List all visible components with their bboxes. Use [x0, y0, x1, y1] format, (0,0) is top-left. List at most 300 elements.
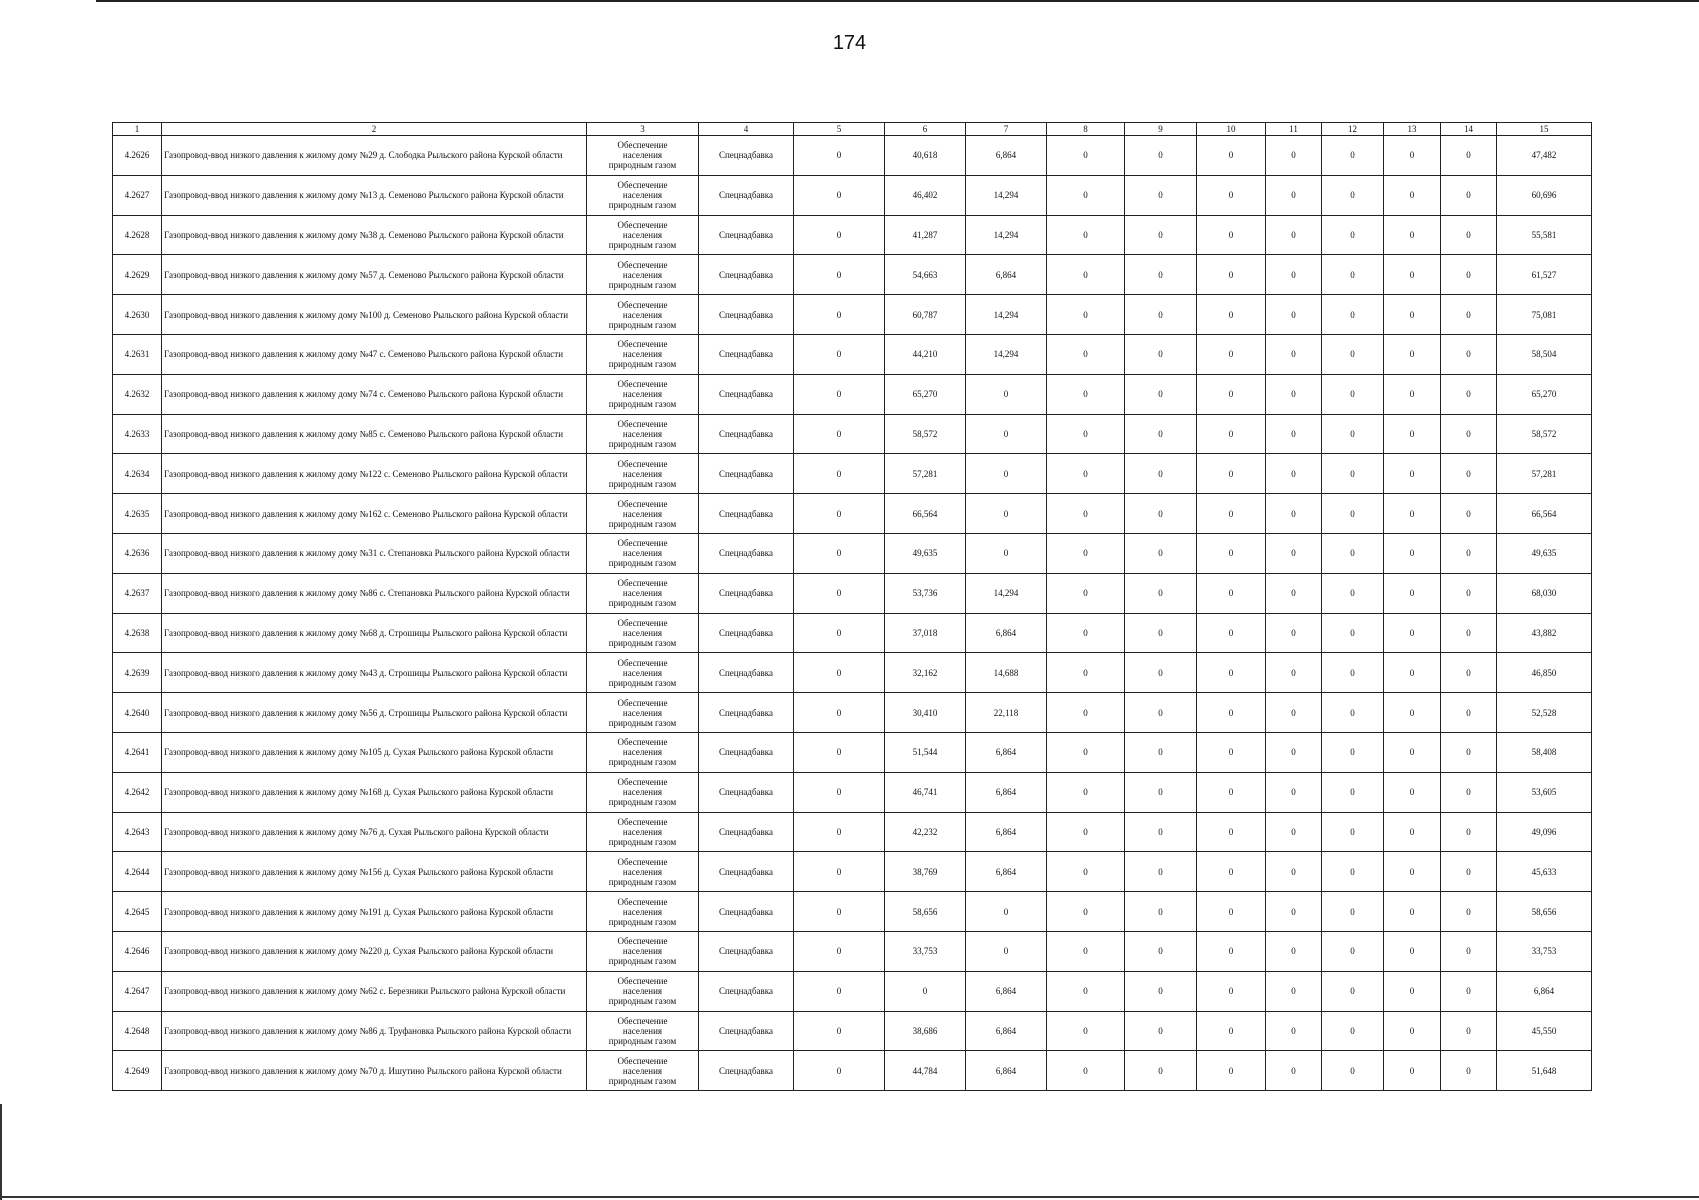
- table-row: [113, 732, 1592, 772]
- purpose-line: природным газом: [608, 359, 677, 370]
- value-cell-c14: 0: [1441, 852, 1497, 892]
- funding-source-cell: Спецнадбавка: [699, 812, 794, 852]
- value-cell-c6: 38,686: [885, 1011, 966, 1051]
- value-cell-c15: 55,581: [1497, 215, 1592, 255]
- purpose-line: населения: [622, 588, 663, 599]
- purpose-cell: [587, 494, 699, 534]
- value-cell-c13: 0: [1384, 533, 1441, 573]
- value-cell-c15: 75,081: [1497, 295, 1592, 335]
- funding-source-cell: Спецнадбавка: [699, 414, 794, 454]
- value-cell-c13: 0: [1384, 175, 1441, 215]
- table-row: [113, 136, 1592, 176]
- value-cell-c12: 0: [1322, 573, 1384, 613]
- row-id-cell: 4.2631: [113, 334, 162, 374]
- value-cell-c10: 0: [1197, 414, 1266, 454]
- row-id-cell: 4.2633: [113, 414, 162, 454]
- purpose-line: природным газом: [608, 956, 677, 967]
- value-cell-c10: 0: [1197, 812, 1266, 852]
- funding-source-cell: Спецнадбавка: [699, 494, 794, 534]
- value-cell-c5: 0: [794, 931, 885, 971]
- value-cell-c8: 0: [1047, 175, 1125, 215]
- purpose-line: населения: [622, 150, 663, 161]
- value-cell-c13: 0: [1384, 414, 1441, 454]
- value-cell-c5: 0: [794, 533, 885, 573]
- row-id-cell: 4.2628: [113, 215, 162, 255]
- value-cell-c11: 0: [1266, 971, 1322, 1011]
- funding-source-cell: Спецнадбавка: [699, 295, 794, 335]
- value-cell-c7: 0: [966, 533, 1047, 573]
- value-cell-c15: 66,564: [1497, 494, 1592, 534]
- purpose-line: природным газом: [608, 1035, 677, 1046]
- purpose-line: природным газом: [608, 160, 677, 171]
- value-cell-c5: 0: [794, 653, 885, 693]
- purpose-line: Обеспечение: [617, 538, 668, 549]
- value-cell-c13: 0: [1384, 374, 1441, 414]
- object-name-cell: Газопровод-ввод низкого давления к жилому дому №100 д. Семеново Рыльского района Курской области: [162, 295, 587, 335]
- value-cell-c5: 0: [794, 334, 885, 374]
- value-cell-c15: 52,528: [1497, 693, 1592, 733]
- purpose-line: населения: [622, 986, 663, 997]
- value-cell-c14: 0: [1441, 533, 1497, 573]
- funding-source-cell: Спецнадбавка: [699, 772, 794, 812]
- funding-source-cell: Спецнадбавка: [699, 215, 794, 255]
- value-cell-c12: 0: [1322, 852, 1384, 892]
- value-cell-c13: 0: [1384, 255, 1441, 295]
- value-cell-c12: 0: [1322, 374, 1384, 414]
- value-cell-c13: 0: [1384, 454, 1441, 494]
- value-cell-c15: 58,656: [1497, 892, 1592, 932]
- value-cell-c12: 0: [1322, 772, 1384, 812]
- value-cell-c14: 0: [1441, 175, 1497, 215]
- value-cell-c13: 0: [1384, 494, 1441, 534]
- value-cell-c9: 0: [1125, 732, 1197, 772]
- value-cell-c10: 0: [1197, 295, 1266, 335]
- row-id-cell: 4.2627: [113, 175, 162, 215]
- value-cell-c15: 65,270: [1497, 374, 1592, 414]
- object-name-cell: Газопровод-ввод низкого давления к жилому дому №74 с. Семеново Рыльского района Курской области: [162, 374, 587, 414]
- value-cell-c15: 45,550: [1497, 1011, 1592, 1051]
- value-cell-c9: 0: [1125, 136, 1197, 176]
- value-cell-c9: 0: [1125, 653, 1197, 693]
- value-cell-c10: 0: [1197, 255, 1266, 295]
- purpose-line: Обеспечение: [617, 418, 668, 429]
- object-name-cell: Газопровод-ввод низкого давления к жилому дому №29 д. Слободка Рыльского района Курской области: [162, 136, 587, 176]
- purpose-cell: [587, 931, 699, 971]
- table-row: [113, 812, 1592, 852]
- value-cell-c14: 0: [1441, 414, 1497, 454]
- value-cell-c6: 44,210: [885, 334, 966, 374]
- funding-source-cell: Спецнадбавка: [699, 892, 794, 932]
- funding-source-cell: Спецнадбавка: [699, 693, 794, 733]
- purpose-line: Обеспечение: [617, 498, 668, 509]
- col-header: 7: [966, 123, 1047, 136]
- row-id-cell: 4.2637: [113, 573, 162, 613]
- row-id-cell: 4.2648: [113, 1011, 162, 1051]
- purpose-cell: [587, 175, 699, 215]
- value-cell-c10: 0: [1197, 931, 1266, 971]
- value-cell-c7: 0: [966, 494, 1047, 534]
- value-cell-c6: 41,287: [885, 215, 966, 255]
- value-cell-c15: 49,635: [1497, 533, 1592, 573]
- value-cell-c5: 0: [794, 454, 885, 494]
- purpose-cell: [587, 852, 699, 892]
- value-cell-c10: 0: [1197, 1051, 1266, 1091]
- value-cell-c15: 53,605: [1497, 772, 1592, 812]
- value-cell-c9: 0: [1125, 414, 1197, 454]
- col-header: 14: [1441, 123, 1497, 136]
- value-cell-c6: 37,018: [885, 613, 966, 653]
- value-cell-c7: 6,864: [966, 852, 1047, 892]
- value-cell-c14: 0: [1441, 573, 1497, 613]
- funding-source-cell: Спецнадбавка: [699, 255, 794, 295]
- value-cell-c12: 0: [1322, 1011, 1384, 1051]
- value-cell-c5: 0: [794, 1011, 885, 1051]
- purpose-line: природным газом: [608, 478, 677, 489]
- value-cell-c8: 0: [1047, 454, 1125, 494]
- table-row: [113, 613, 1592, 653]
- purpose-line: Обеспечение: [617, 697, 668, 708]
- value-cell-c11: 0: [1266, 1051, 1322, 1091]
- value-cell-c9: 0: [1125, 334, 1197, 374]
- purpose-cell: [587, 613, 699, 653]
- value-cell-c9: 0: [1125, 892, 1197, 932]
- value-cell-c10: 0: [1197, 653, 1266, 693]
- col-header: 2: [162, 123, 587, 136]
- value-cell-c9: 0: [1125, 852, 1197, 892]
- value-cell-c8: 0: [1047, 533, 1125, 573]
- purpose-line: природным газом: [608, 836, 677, 847]
- value-cell-c5: 0: [794, 892, 885, 932]
- purpose-cell: [587, 295, 699, 335]
- purpose-line: природным газом: [608, 996, 677, 1007]
- purpose-line: населения: [622, 349, 663, 360]
- value-cell-c5: 0: [794, 175, 885, 215]
- value-cell-c6: 40,618: [885, 136, 966, 176]
- value-cell-c14: 0: [1441, 295, 1497, 335]
- purpose-line: населения: [622, 1065, 663, 1076]
- value-cell-c12: 0: [1322, 136, 1384, 176]
- value-cell-c10: 0: [1197, 772, 1266, 812]
- value-cell-c13: 0: [1384, 295, 1441, 335]
- object-name-cell: Газопровод-ввод низкого давления к жилому дому №85 с. Семеново Рыльского района Курской области: [162, 414, 587, 454]
- value-cell-c6: 65,270: [885, 374, 966, 414]
- value-cell-c11: 0: [1266, 693, 1322, 733]
- funding-source-cell: Спецнадбавка: [699, 573, 794, 613]
- value-cell-c8: 0: [1047, 295, 1125, 335]
- value-cell-c12: 0: [1322, 971, 1384, 1011]
- value-cell-c12: 0: [1322, 414, 1384, 454]
- row-id-cell: 4.2634: [113, 454, 162, 494]
- row-id-cell: 4.2644: [113, 852, 162, 892]
- col-header: 8: [1047, 123, 1125, 136]
- value-cell-c13: 0: [1384, 334, 1441, 374]
- value-cell-c9: 0: [1125, 772, 1197, 812]
- value-cell-c14: 0: [1441, 693, 1497, 733]
- value-cell-c5: 0: [794, 573, 885, 613]
- purpose-cell: [587, 812, 699, 852]
- purpose-line: населения: [622, 468, 663, 479]
- purpose-line: населения: [622, 747, 663, 758]
- value-cell-c7: 6,864: [966, 613, 1047, 653]
- value-cell-c11: 0: [1266, 414, 1322, 454]
- value-cell-c14: 0: [1441, 374, 1497, 414]
- value-cell-c15: 46,850: [1497, 653, 1592, 693]
- value-cell-c11: 0: [1266, 852, 1322, 892]
- top-border-line: [96, 0, 1699, 2]
- value-cell-c6: 60,787: [885, 295, 966, 335]
- purpose-cell: [587, 454, 699, 494]
- funding-source-cell: Спецнадбавка: [699, 1011, 794, 1051]
- purpose-line: Обеспечение: [617, 936, 668, 947]
- value-cell-c8: 0: [1047, 613, 1125, 653]
- purpose-line: Обеспечение: [617, 259, 668, 270]
- value-cell-c7: 0: [966, 414, 1047, 454]
- funding-source-cell: Спецнадбавка: [699, 613, 794, 653]
- value-cell-c11: 0: [1266, 1011, 1322, 1051]
- value-cell-c10: 0: [1197, 454, 1266, 494]
- value-cell-c5: 0: [794, 772, 885, 812]
- value-cell-c10: 0: [1197, 852, 1266, 892]
- purpose-line: природным газом: [608, 239, 677, 250]
- purpose-cell: [587, 136, 699, 176]
- funding-source-cell: Спецнадбавка: [699, 653, 794, 693]
- value-cell-c13: 0: [1384, 136, 1441, 176]
- value-cell-c14: 0: [1441, 732, 1497, 772]
- purpose-line: населения: [622, 389, 663, 400]
- value-cell-c14: 0: [1441, 653, 1497, 693]
- purpose-line: Обеспечение: [617, 617, 668, 628]
- value-cell-c5: 0: [794, 414, 885, 454]
- object-name-cell: Газопровод-ввод низкого давления к жилому дому №70 д. Ишутино Рыльского района Курской области: [162, 1051, 587, 1091]
- value-cell-c9: 0: [1125, 255, 1197, 295]
- purpose-line: природным газом: [608, 876, 677, 887]
- value-cell-c5: 0: [794, 971, 885, 1011]
- purpose-line: Обеспечение: [617, 1015, 668, 1026]
- value-cell-c7: 6,864: [966, 812, 1047, 852]
- value-cell-c5: 0: [794, 812, 885, 852]
- value-cell-c9: 0: [1125, 613, 1197, 653]
- value-cell-c8: 0: [1047, 772, 1125, 812]
- page-number: 174: [832, 32, 867, 54]
- col-header: 6: [885, 123, 966, 136]
- table-row: [113, 295, 1592, 335]
- col-header: 3: [587, 123, 699, 136]
- value-cell-c9: 0: [1125, 175, 1197, 215]
- value-cell-c8: 0: [1047, 971, 1125, 1011]
- value-cell-c5: 0: [794, 255, 885, 295]
- value-cell-c8: 0: [1047, 892, 1125, 932]
- value-cell-c15: 51,648: [1497, 1051, 1592, 1091]
- funding-source-cell: Спецнадбавка: [699, 732, 794, 772]
- value-cell-c8: 0: [1047, 136, 1125, 176]
- value-cell-c8: 0: [1047, 653, 1125, 693]
- value-cell-c9: 0: [1125, 533, 1197, 573]
- value-cell-c12: 0: [1322, 732, 1384, 772]
- table-row: [113, 494, 1592, 534]
- funding-source-cell: Спецнадбавка: [699, 374, 794, 414]
- table-row: [113, 653, 1592, 693]
- value-cell-c14: 0: [1441, 613, 1497, 653]
- gas-pipeline-table: [112, 122, 1592, 1091]
- table-row: [113, 971, 1592, 1011]
- table-row: [113, 1051, 1592, 1091]
- col-header: 15: [1497, 123, 1592, 136]
- row-id-cell: 4.2635: [113, 494, 162, 534]
- value-cell-c13: 0: [1384, 613, 1441, 653]
- value-cell-c14: 0: [1441, 255, 1497, 295]
- row-id-cell: 4.2645: [113, 892, 162, 932]
- purpose-cell: [587, 414, 699, 454]
- value-cell-c13: 0: [1384, 852, 1441, 892]
- purpose-line: Обеспечение: [617, 180, 668, 191]
- object-name-cell: Газопровод-ввод низкого давления к жилому дому №76 д. Сухая Рыльского района Курской области: [162, 812, 587, 852]
- value-cell-c12: 0: [1322, 1051, 1384, 1091]
- purpose-line: Обеспечение: [617, 578, 668, 589]
- bottom-border-line: [0, 1196, 1699, 1198]
- funding-source-cell: Спецнадбавка: [699, 136, 794, 176]
- value-cell-c13: 0: [1384, 653, 1441, 693]
- funding-source-cell: Спецнадбавка: [699, 454, 794, 494]
- value-cell-c8: 0: [1047, 414, 1125, 454]
- value-cell-c10: 0: [1197, 533, 1266, 573]
- value-cell-c15: 33,753: [1497, 931, 1592, 971]
- value-cell-c7: 6,864: [966, 732, 1047, 772]
- table-row: [113, 573, 1592, 613]
- value-cell-c7: 14,294: [966, 334, 1047, 374]
- purpose-cell: [587, 334, 699, 374]
- value-cell-c7: 0: [966, 374, 1047, 414]
- value-cell-c10: 0: [1197, 732, 1266, 772]
- value-cell-c11: 0: [1266, 175, 1322, 215]
- value-cell-c8: 0: [1047, 494, 1125, 534]
- purpose-line: населения: [622, 906, 663, 917]
- funding-source-cell: Спецнадбавка: [699, 971, 794, 1011]
- purpose-line: Обеспечение: [617, 339, 668, 350]
- value-cell-c9: 0: [1125, 454, 1197, 494]
- row-id-cell: 4.2649: [113, 1051, 162, 1091]
- value-cell-c6: 53,736: [885, 573, 966, 613]
- purpose-line: природным газом: [608, 757, 677, 768]
- value-cell-c14: 0: [1441, 454, 1497, 494]
- purpose-line: природным газом: [608, 1075, 677, 1086]
- value-cell-c15: 49,096: [1497, 812, 1592, 852]
- table-row: [113, 255, 1592, 295]
- purpose-line: населения: [622, 269, 663, 280]
- table-row: [113, 1011, 1592, 1051]
- value-cell-c7: 14,294: [966, 175, 1047, 215]
- value-cell-c11: 0: [1266, 613, 1322, 653]
- object-name-cell: Газопровод-ввод низкого давления к жилому дому №47 с. Семеново Рыльского района Курской области: [162, 334, 587, 374]
- purpose-line: природным газом: [608, 717, 677, 728]
- value-cell-c14: 0: [1441, 971, 1497, 1011]
- object-name-cell: Газопровод-ввод низкого давления к жилому дому №68 д. Строшицы Рыльского района Курской области: [162, 613, 587, 653]
- purpose-line: Обеспечение: [617, 379, 668, 390]
- value-cell-c15: 58,504: [1497, 334, 1592, 374]
- value-cell-c5: 0: [794, 215, 885, 255]
- purpose-line: населения: [622, 508, 663, 519]
- value-cell-c8: 0: [1047, 255, 1125, 295]
- purpose-line: природным газом: [608, 518, 677, 529]
- purpose-line: природным газом: [608, 558, 677, 569]
- value-cell-c8: 0: [1047, 693, 1125, 733]
- object-name-cell: Газопровод-ввод низкого давления к жилому дому №105 д. Сухая Рыльского района Курской области: [162, 732, 587, 772]
- row-id-cell: 4.2647: [113, 971, 162, 1011]
- value-cell-c13: 0: [1384, 931, 1441, 971]
- value-cell-c8: 0: [1047, 374, 1125, 414]
- purpose-cell: [587, 533, 699, 573]
- purpose-line: природным газом: [608, 200, 677, 211]
- value-cell-c7: 0: [966, 892, 1047, 932]
- value-cell-c7: 14,294: [966, 295, 1047, 335]
- table-row: [113, 334, 1592, 374]
- value-cell-c14: 0: [1441, 1011, 1497, 1051]
- purpose-cell: [587, 1011, 699, 1051]
- value-cell-c9: 0: [1125, 215, 1197, 255]
- table-row: [113, 931, 1592, 971]
- purpose-line: Обеспечение: [617, 856, 668, 867]
- table-row: [113, 374, 1592, 414]
- value-cell-c14: 0: [1441, 812, 1497, 852]
- value-cell-c13: 0: [1384, 693, 1441, 733]
- value-cell-c15: 61,527: [1497, 255, 1592, 295]
- value-cell-c11: 0: [1266, 573, 1322, 613]
- value-cell-c10: 0: [1197, 613, 1266, 653]
- purpose-cell: [587, 215, 699, 255]
- row-id-cell: 4.2632: [113, 374, 162, 414]
- table-row: [113, 175, 1592, 215]
- purpose-line: природным газом: [608, 319, 677, 330]
- object-name-cell: Газопровод-ввод низкого давления к жилому дому №56 д. Строшицы Рыльского района Курской области: [162, 693, 587, 733]
- row-id-cell: 4.2629: [113, 255, 162, 295]
- value-cell-c13: 0: [1384, 732, 1441, 772]
- value-cell-c13: 0: [1384, 971, 1441, 1011]
- value-cell-c8: 0: [1047, 732, 1125, 772]
- row-id-cell: 4.2636: [113, 533, 162, 573]
- purpose-line: Обеспечение: [617, 458, 668, 469]
- value-cell-c10: 0: [1197, 1011, 1266, 1051]
- row-id-cell: 4.2640: [113, 693, 162, 733]
- purpose-line: Обеспечение: [617, 657, 668, 668]
- value-cell-c6: 49,635: [885, 533, 966, 573]
- value-cell-c11: 0: [1266, 374, 1322, 414]
- purpose-cell: [587, 892, 699, 932]
- value-cell-c11: 0: [1266, 255, 1322, 295]
- value-cell-c7: 22,118: [966, 693, 1047, 733]
- value-cell-c12: 0: [1322, 533, 1384, 573]
- purpose-line: населения: [622, 190, 663, 201]
- value-cell-c9: 0: [1125, 573, 1197, 613]
- purpose-cell: [587, 255, 699, 295]
- value-cell-c9: 0: [1125, 1051, 1197, 1091]
- purpose-line: Обеспечение: [617, 976, 668, 987]
- value-cell-c7: 6,864: [966, 1011, 1047, 1051]
- value-cell-c14: 0: [1441, 136, 1497, 176]
- purpose-line: населения: [622, 309, 663, 320]
- value-cell-c5: 0: [794, 852, 885, 892]
- value-cell-c15: 58,408: [1497, 732, 1592, 772]
- value-cell-c6: 46,741: [885, 772, 966, 812]
- row-id-cell: 4.2638: [113, 613, 162, 653]
- value-cell-c15: 45,633: [1497, 852, 1592, 892]
- purpose-line: населения: [622, 826, 663, 837]
- value-cell-c8: 0: [1047, 573, 1125, 613]
- purpose-line: населения: [622, 229, 663, 240]
- purpose-cell: [587, 374, 699, 414]
- purpose-line: Обеспечение: [617, 816, 668, 827]
- table-row: [113, 892, 1592, 932]
- value-cell-c6: 44,784: [885, 1051, 966, 1091]
- value-cell-c12: 0: [1322, 653, 1384, 693]
